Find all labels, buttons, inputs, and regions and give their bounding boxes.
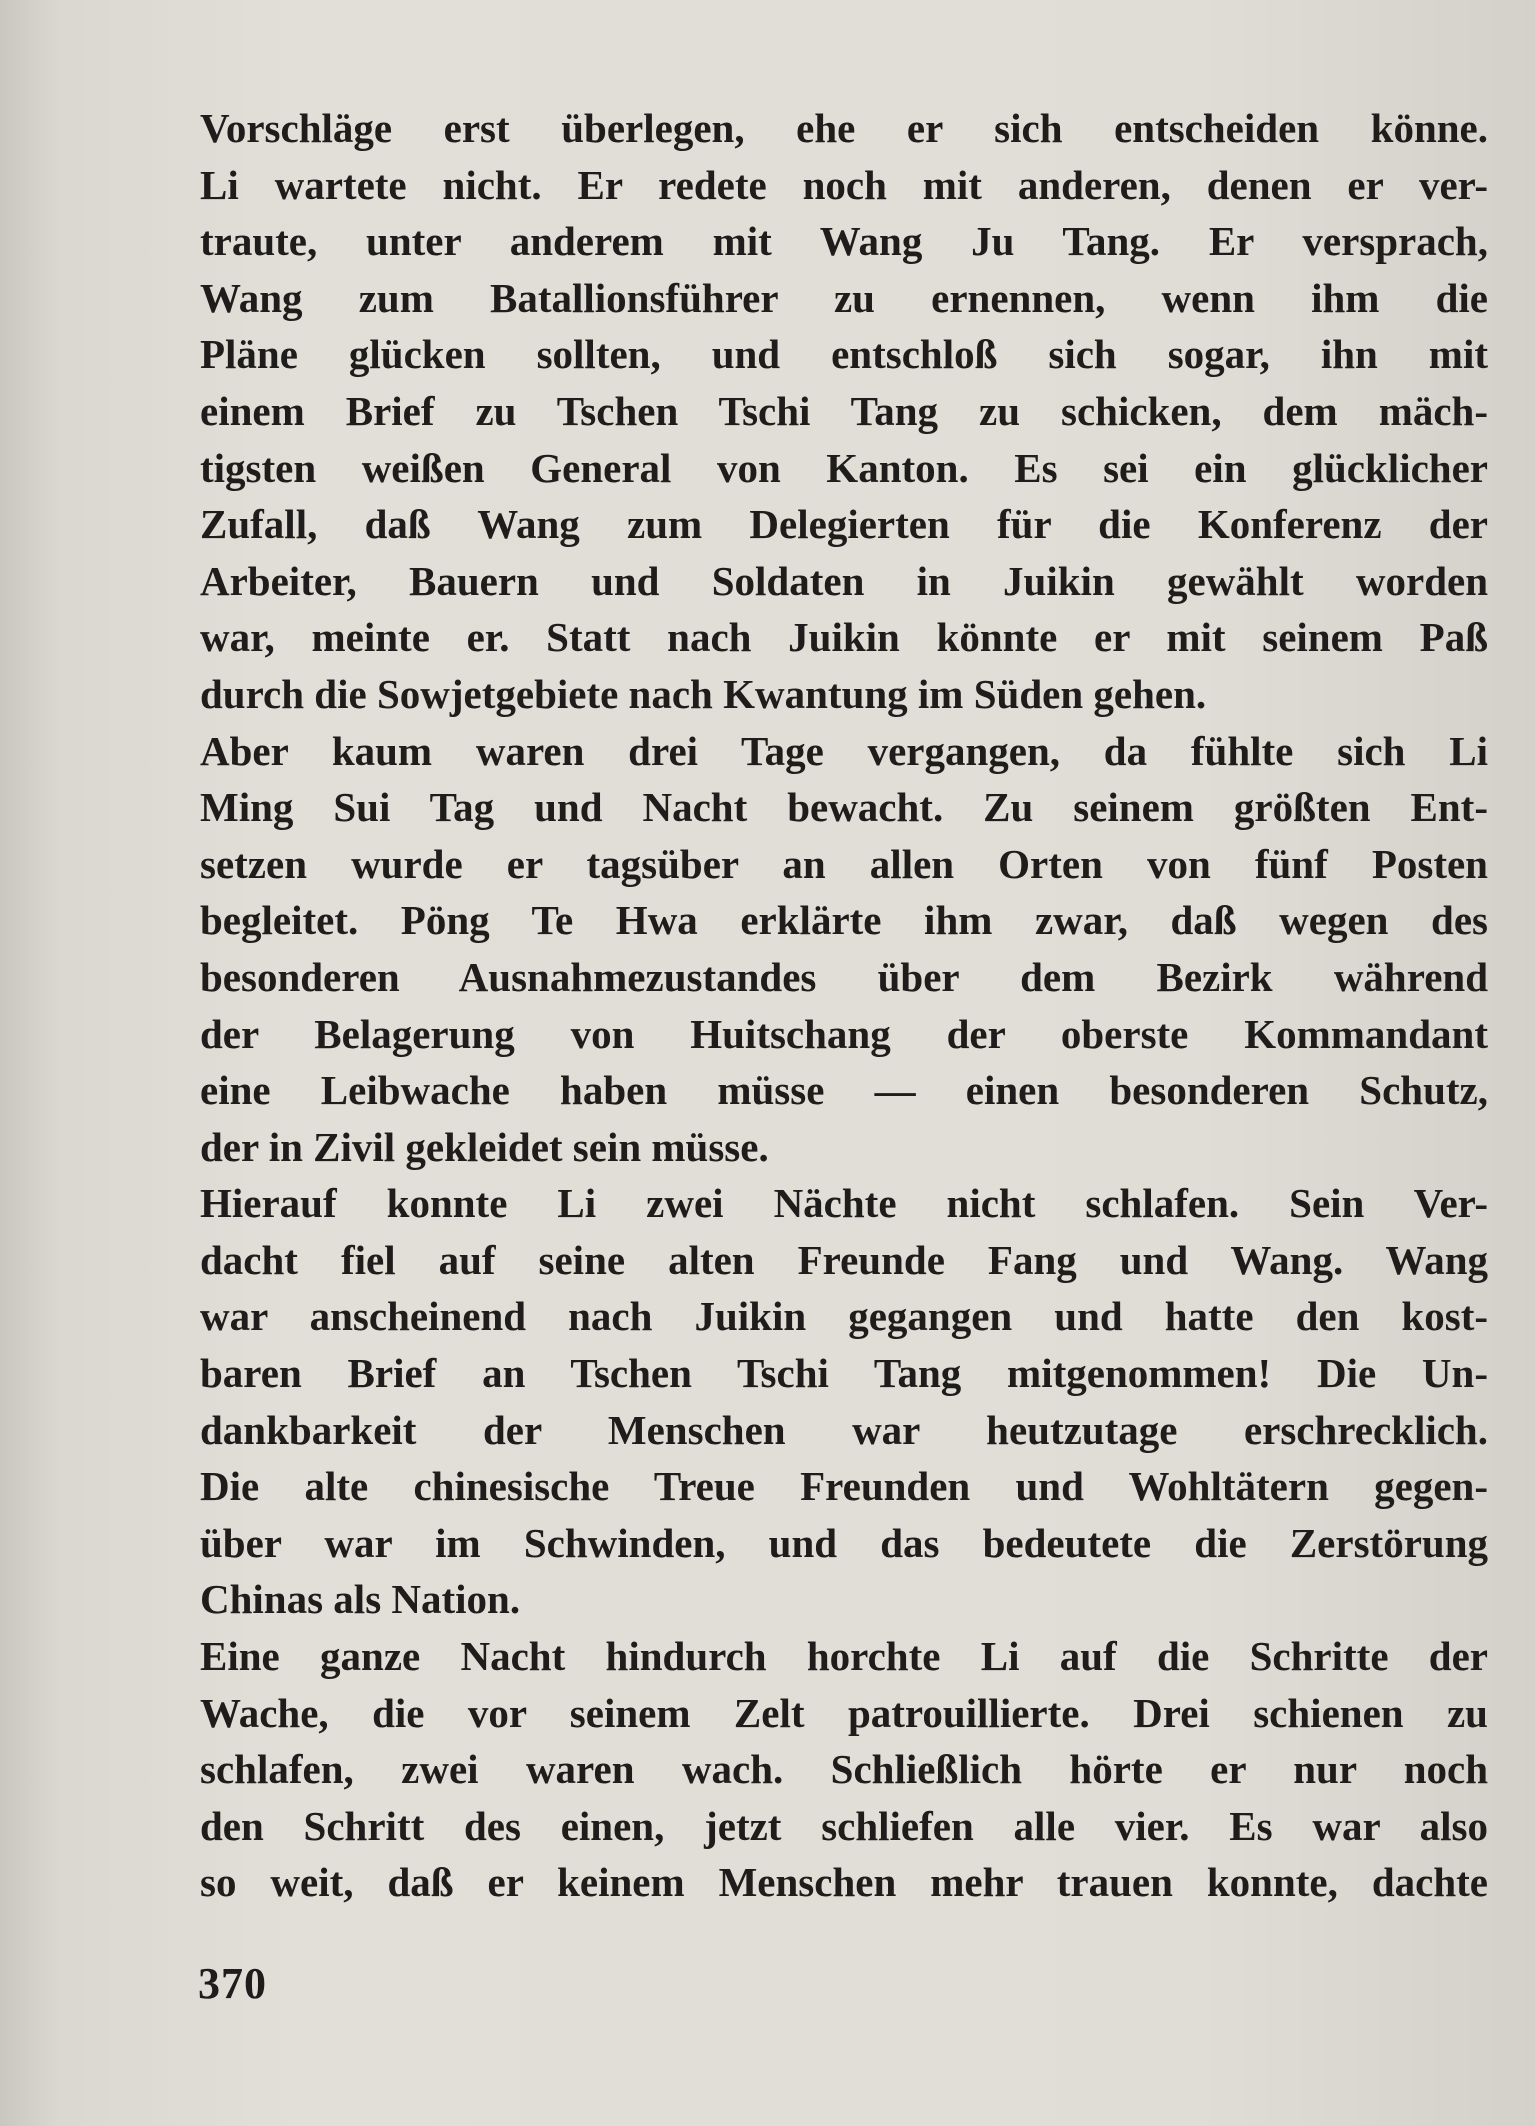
text-line: so weit, daß er keinem Menschen mehr trauen konnte, dachte <box>200 1859 1488 1906</box>
text-line: den Schritt des einen, jetzt schliefen alle vier. Es war also <box>200 1802 1488 1849</box>
page-number: 370 <box>198 1959 267 2008</box>
text-line: Vorschläge erst überlegen, ehe er sich entscheiden könne. <box>200 105 1488 151</box>
text-line: tigsten weißen General von Kanton. Es sei ein glücklicher <box>200 444 1488 491</box>
text-line: setzen wurde er tagsüber an allen Orten von fünf Posten <box>200 840 1488 887</box>
text-line: Chinas als Nation. <box>200 1576 521 1623</box>
text-line: begleitet. Pöng Te Hwa erklärte ihm zwar, daß wegen des <box>200 897 1488 944</box>
text-line: Pläne glücken sollten, und entschloß sich sogar, ihn mit <box>200 331 1488 378</box>
text-line: Wang zum Batallionsführer zu ernennen, wenn ihm die <box>200 274 1488 321</box>
text-line: einem Brief zu Tschen Tschi Tang zu schicken, dem mäch- <box>200 387 1488 434</box>
text-line: Ming Sui Tag und Nacht bewacht. Zu seinem größten Ent- <box>200 784 1488 831</box>
text-line: Eine ganze Nacht hindurch horchte Li auf die Schritte der <box>200 1633 1488 1680</box>
text-line: eine Leibwache haben müsse — einen besonderen Schutz, <box>200 1067 1488 1114</box>
text-line: war anscheinend nach Juikin gegangen und hatte den kost- <box>200 1293 1488 1340</box>
text-line: Die alte chinesische Treue Freunden und Wohltätern gegen- <box>200 1463 1488 1510</box>
text-line: durch die Sowjetgebiete nach Kwantung im Süden gehen. <box>200 670 1207 717</box>
text-line: Hierauf konnte Li zwei Nächte nicht schlafen. Sein Ver- <box>200 1180 1488 1227</box>
text-line: Arbeiter, Bauern und Soldaten in Juikin gewählt worden <box>200 557 1488 604</box>
text-line: Li wartete nicht. Er redete noch mit anderen, denen er ver- <box>200 161 1488 208</box>
text-line: besonderen Ausnahmezustandes über dem Bezirk während <box>200 953 1488 1000</box>
text-line: dankbarkeit der Menschen war heutzutage erschrecklich. <box>200 1406 1488 1453</box>
text-line: Zufall, daß Wang zum Delegierten für die Konferenz der <box>200 501 1488 548</box>
text-line: dacht fiel auf seine alten Freunde Fang und Wang. Wang <box>200 1236 1488 1283</box>
text-line: schlafen, zwei waren wach. Schließlich hörte er nur noch <box>200 1746 1488 1793</box>
text-line: war, meinte er. Statt nach Juikin könnte er mit seinem Paß <box>200 614 1488 661</box>
text-line: Wache, die vor seinem Zelt patrouillierte. Drei schienen zu <box>200 1689 1488 1736</box>
text-line: der Belagerung von Huitschang der oberste Kommandant <box>200 1010 1488 1057</box>
text-line: traute, unter anderem mit Wang Ju Tang. Er versprach, <box>200 218 1488 265</box>
text-line: über war im Schwinden, und das bedeutete die Zerstörung <box>200 1519 1488 1566</box>
text-line: baren Brief an Tschen Tschi Tang mitgenommen! Die Un- <box>200 1350 1488 1397</box>
text-line: der in Zivil gekleidet sein müsse. <box>200 1123 769 1170</box>
body-text <box>200 100 1488 1911</box>
text-line: Aber kaum waren drei Tage vergangen, da fühlte sich Li <box>200 727 1488 774</box>
